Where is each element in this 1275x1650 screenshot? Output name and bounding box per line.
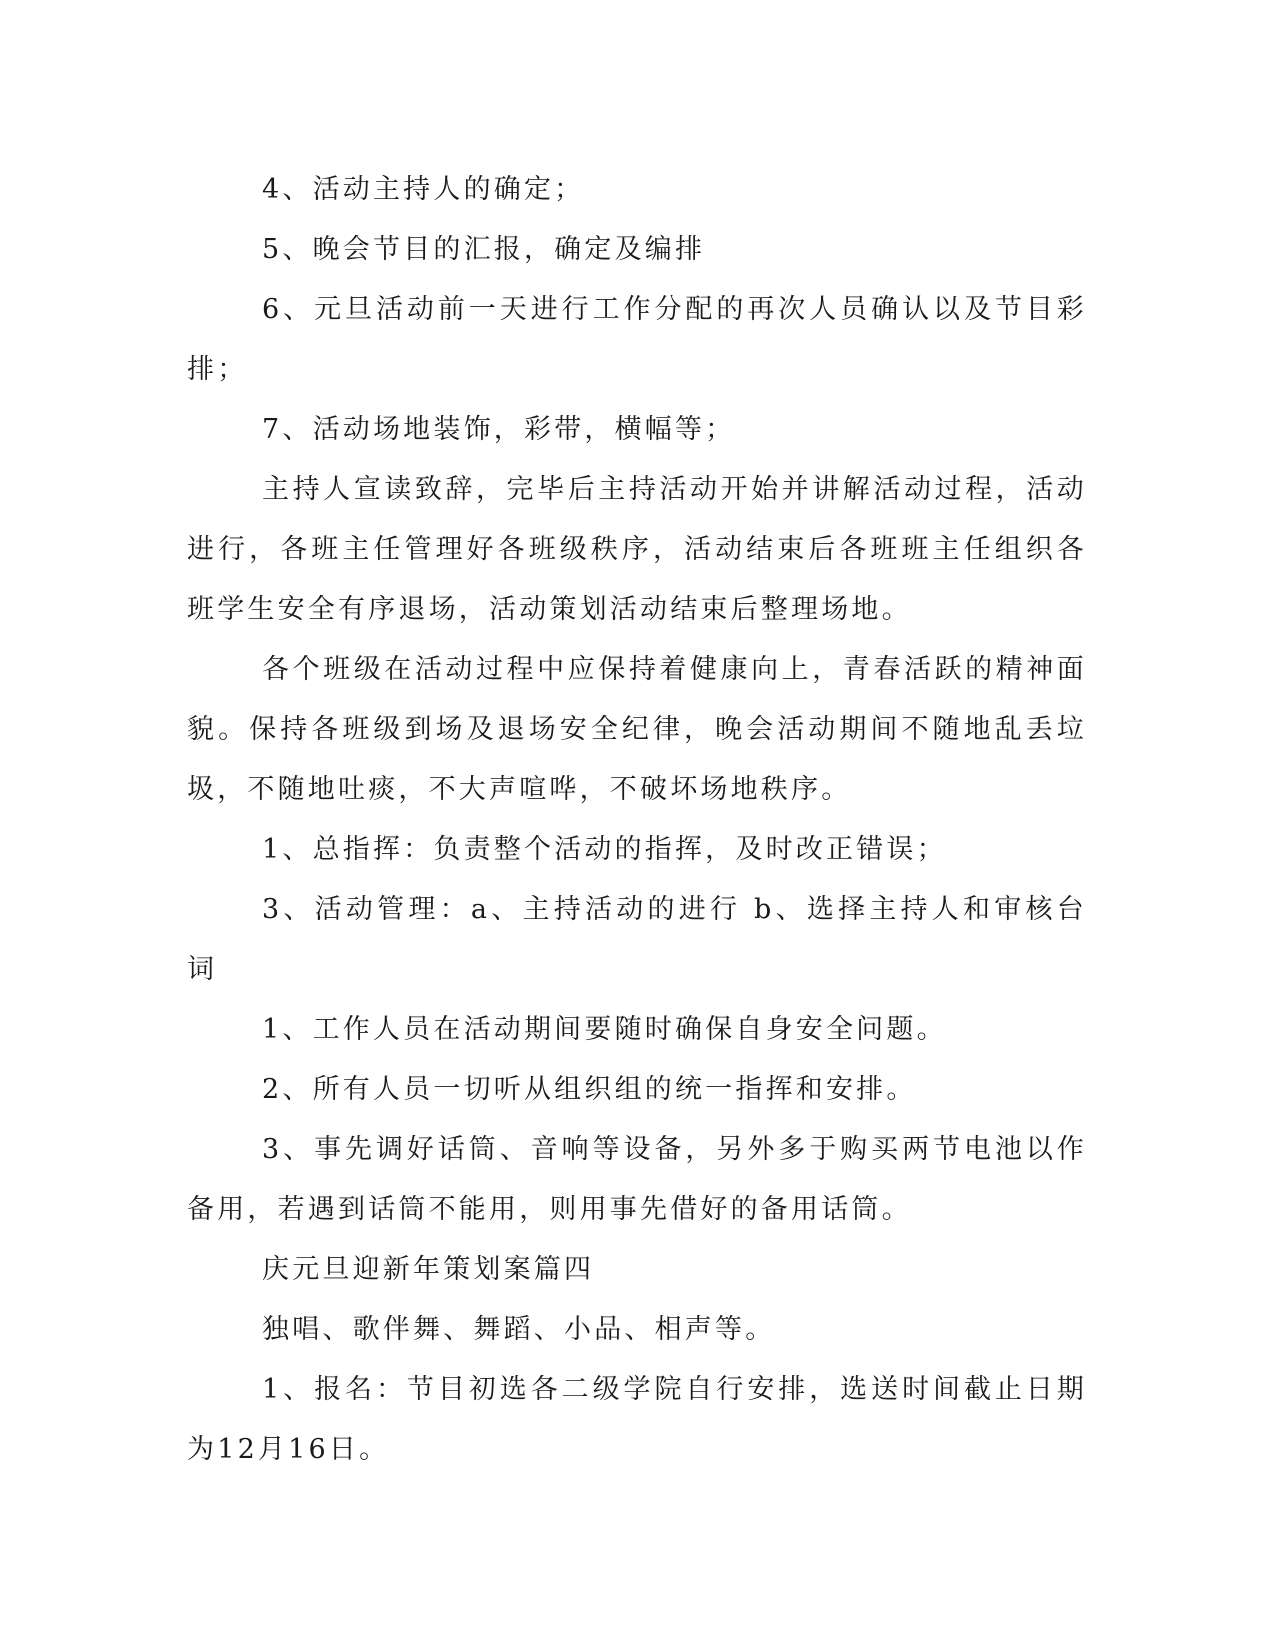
paragraph-5: 主持人宣读致辞，完毕后主持活动开始并讲解活动过程，活动进行，各班主任管理好各班级秩序，活动结束后各班班主任组织各班学生安全有序退场，活动策划活动结束后整理场地。: [187, 474, 1087, 625]
paragraph-11: 3、事先调好话筒、音响等设备，另外多于购买两节电池以作备用，若遇到话筒不能用，则用事先借好的备用话筒。: [187, 1134, 1087, 1225]
paragraph-13: 独唱、歌伴舞、舞蹈、小品、相声等。: [262, 1314, 776, 1345]
section-heading: 庆元旦迎新年策划案篇四: [262, 1254, 595, 1285]
paragraph-14: 1、报名：节目初选各二级学院自行安排，选送时间截止日期为12月16日。: [187, 1374, 1087, 1465]
paragraph-7: 1、总指挥：负责整个活动的指挥，及时改正错误；: [262, 834, 947, 865]
paragraph-10: 2、所有人员一切听从组织组的统一指挥和安排。: [262, 1074, 917, 1105]
document-body: [187, 160, 1087, 1480]
paragraph-3: 6、元旦活动前一天进行工作分配的再次人员确认以及节目彩排；: [187, 294, 1087, 385]
paragraph-2: 5、晚会节目的汇报，确定及编排: [262, 234, 706, 265]
paragraph-8: 3、活动管理：a、主持活动的进行 b、选择主持人和审核台词: [187, 894, 1087, 985]
paragraph-1: 4、活动主持人的确定；: [262, 174, 585, 205]
paragraph-9: 1、工作人员在活动期间要随时确保自身安全问题。: [262, 1014, 947, 1045]
paragraph-4: 7、活动场地装饰，彩带，横幅等；: [262, 414, 736, 445]
paragraph-6: 各个班级在活动过程中应保持着健康向上，青春活跃的精神面貌。保持各班级到场及退场安全纪律，晚会活动期间不随地乱丢垃圾，不随地吐痰，不大声喧哗，不破坏场地秩序。: [187, 654, 1087, 805]
